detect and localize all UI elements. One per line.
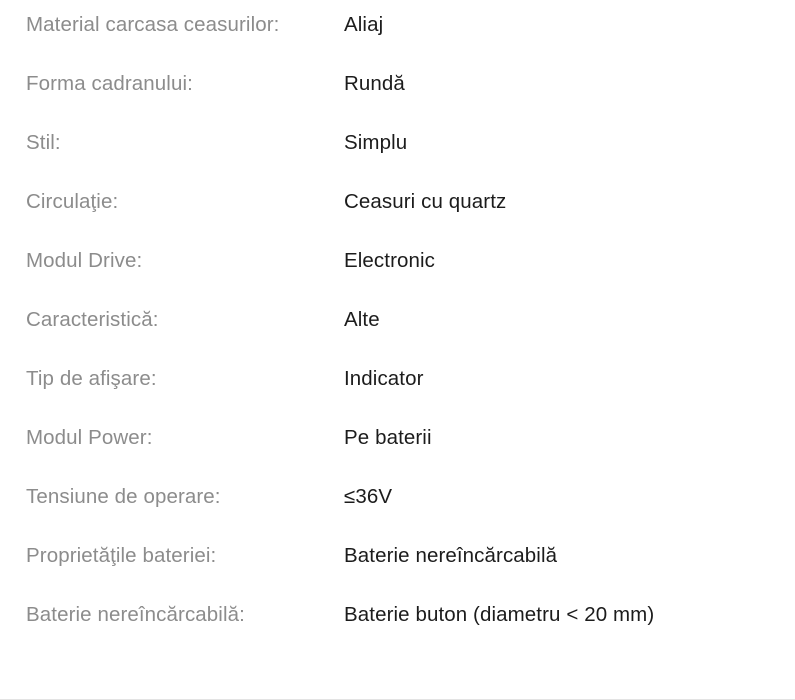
spec-value: Pe baterii bbox=[344, 426, 432, 449]
spec-label: Caracteristică: bbox=[26, 308, 159, 331]
spec-label: Forma cadranului: bbox=[26, 72, 193, 95]
spec-value: Simplu bbox=[344, 131, 408, 154]
spec-row bbox=[0, 364, 795, 394]
spec-row bbox=[0, 187, 795, 217]
spec-label: Modul Drive: bbox=[26, 249, 143, 272]
spec-value: ≤36V bbox=[344, 485, 393, 508]
spec-row bbox=[0, 69, 795, 99]
spec-label: Material carcasa ceasurilor: bbox=[26, 13, 280, 36]
spec-value: Baterie nereîncărcabilă bbox=[344, 544, 558, 567]
spec-row bbox=[0, 10, 795, 40]
spec-label: Modul Power: bbox=[26, 426, 153, 449]
spec-value: Rundă bbox=[344, 72, 405, 95]
spec-label: Tip de afişare: bbox=[26, 367, 157, 390]
spec-row bbox=[0, 423, 795, 453]
spec-label: Circulaţie: bbox=[26, 190, 119, 213]
spec-label: Baterie nereîncărcabilă: bbox=[26, 603, 245, 626]
spec-value: Indicator bbox=[344, 367, 424, 390]
spec-value: Ceasuri cu quartz bbox=[344, 190, 507, 213]
spec-value: Electronic bbox=[344, 249, 436, 272]
spec-value: Alte bbox=[344, 308, 380, 331]
spec-label: Proprietăţile bateriei: bbox=[26, 544, 217, 567]
spec-row bbox=[0, 246, 795, 276]
spec-row bbox=[0, 305, 795, 335]
spec-value: Baterie buton (diametru < 20 mm) bbox=[344, 603, 655, 626]
spec-label: Stil: bbox=[26, 131, 61, 154]
spec-row bbox=[0, 128, 795, 158]
spec-row bbox=[0, 482, 795, 512]
spec-value: Aliaj bbox=[344, 13, 384, 36]
spec-label: Tensiune de operare: bbox=[26, 485, 221, 508]
spec-row bbox=[0, 541, 795, 571]
spec-row bbox=[0, 600, 795, 630]
